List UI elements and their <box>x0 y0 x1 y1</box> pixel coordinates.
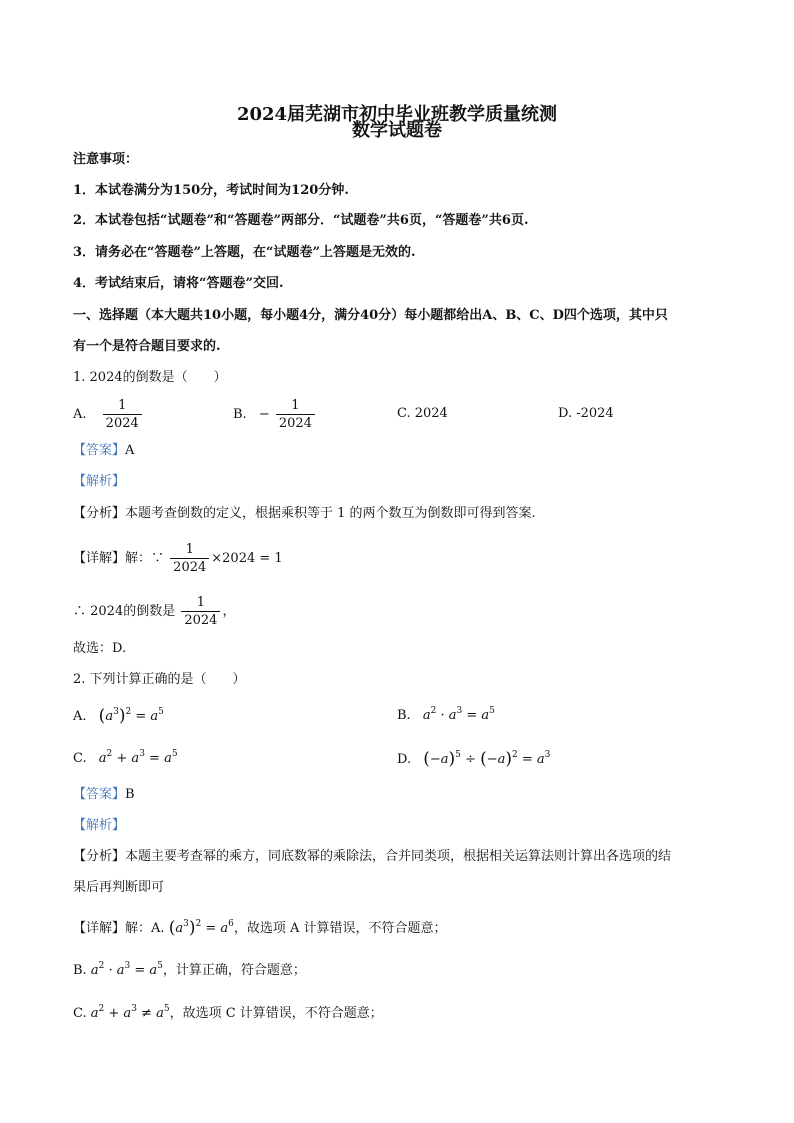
q2-stem: 2. 下列计算正确的是（ ） <box>73 672 246 687</box>
q2-option-c <box>73 749 178 766</box>
page-title: 2024届芜湖市初中毕业班教学质量统测 <box>236 104 558 125</box>
notes-heading: 注意事项： <box>73 152 139 167</box>
q1-option-b-sign: − <box>258 407 270 422</box>
q2-option-d-formula: $(-a)^5 \div (-a)^2 = a^3$ <box>423 749 551 769</box>
q2-option-d-label: D. <box>397 752 412 767</box>
q1-choose: 故选：D. <box>73 641 127 656</box>
q1-therefore-suffix: ， <box>222 604 236 619</box>
q2-detail-c-formula: $a^2 + a^3 \ne a^5$ <box>90 1004 170 1021</box>
answer-tag: 【答案】 <box>73 443 126 458</box>
q1-analysis-text: 本题考查倒数的定义，根据乘积等于 1 的两个数互为倒数即可得到答案. <box>125 506 536 521</box>
detail-tag: 【详解】 <box>73 921 126 936</box>
q1-option-b <box>233 397 317 432</box>
q2-answer <box>73 786 135 804</box>
analysis-tag: 【分析】 <box>73 506 126 521</box>
q1-option-c: C. 2024 <box>397 406 448 421</box>
q1-option-b-denominator: 2024 <box>276 414 315 432</box>
q1-option-a-numerator: 1 <box>118 398 127 413</box>
q1-therefore-fraction <box>181 594 220 629</box>
jiexi-tag: 【解析】 <box>73 474 126 489</box>
q1-detail-prefix: 解：∵ <box>125 551 165 566</box>
q1-detail-fraction <box>170 541 209 576</box>
q2-detail-c-suffix: ，故选项 C 计算错误，不符合题意； <box>169 1006 383 1021</box>
q2-detail-a <box>73 915 447 938</box>
q1-option-b-label: B. <box>233 407 247 422</box>
q1-option-b-fraction <box>276 397 315 432</box>
q1-option-a <box>73 397 144 432</box>
q2-option-c-formula: $a^2 + a^3 = a^5$ <box>98 749 178 766</box>
q2-analysis-line2: 果后再判断即可 <box>73 880 165 895</box>
q1-analysis <box>73 505 536 523</box>
q1-detail-suffix: ×2024 = 1 <box>211 551 283 566</box>
q1-detail-denominator: 2024 <box>170 558 209 576</box>
note-item-3: 3．请务必在“答题卷”上答题，在“试题卷”上答题是无效的. <box>73 245 416 260</box>
section-heading-line2: 有一个是符合题目要求的. <box>73 339 221 354</box>
note-item-4: 4．考试结束后，请将“答题卷”交回. <box>73 276 284 291</box>
q2-detail-a-formula: $(a^3)^2 = a^6$ <box>168 918 234 938</box>
q1-stem: 1. 2024的倒数是（ ） <box>73 370 227 385</box>
q2-detail-b-formula: $a^2 \cdot a^3 = a^5$ <box>90 961 163 978</box>
q2-detail-c <box>73 1000 383 1023</box>
q2-option-c-label: C. <box>73 751 87 766</box>
q2-option-d <box>397 749 550 769</box>
q1-detail-numerator: 1 <box>185 542 194 557</box>
q1-jiexi <box>73 473 125 491</box>
q1-therefore-prefix: ∴ 2024的倒数是 <box>73 604 176 619</box>
q1-therefore <box>73 594 235 629</box>
detail-tag: 【详解】 <box>73 551 126 566</box>
analysis-tag: 【分析】 <box>73 849 126 864</box>
q1-option-a-label: A. <box>73 407 87 422</box>
q2-option-b <box>397 706 495 723</box>
q2-detail-c-prefix: C. <box>73 1006 87 1021</box>
q2-detail-b-suffix: ，计算正确，符合题意； <box>162 963 306 978</box>
q2-jiexi <box>73 817 125 835</box>
q1-option-a-denominator: 2024 <box>103 414 142 432</box>
q1-therefore-denominator: 2024 <box>181 611 220 629</box>
q1-answer <box>73 442 134 460</box>
q2-answer-value: B <box>125 787 135 802</box>
q1-detail <box>73 541 283 576</box>
q2-analysis-line1 <box>73 848 671 866</box>
note-item-2: 2．本试卷包括“试题卷”和“答题卷”两部分．“试题卷”共6页，“答题卷”共6页. <box>73 213 529 228</box>
q2-detail-b-prefix: B. <box>73 963 87 978</box>
jiexi-tag: 【解析】 <box>73 818 126 833</box>
page-subtitle: 数学试题卷 <box>352 120 442 141</box>
q2-option-a-formula: $(a^3)^2 = a^5$ <box>98 706 164 726</box>
q2-detail-a-prefix: 解：A. <box>125 921 165 936</box>
section-heading-line1: 一、选择题（本大题共10小题，每小题4分，满分40分）每小题都给出A、B、C、D四个选项，其中只 <box>73 308 668 323</box>
q1-option-d: D. -2024 <box>558 406 614 421</box>
q1-option-b-numerator: 1 <box>291 398 300 413</box>
q2-option-b-label: B. <box>397 708 411 723</box>
q2-analysis-text-1: 本题主要考查幂的乘方，同底数幂的乘除法，合并同类项，根据相关运算法则计算出各选项的结 <box>125 849 672 864</box>
q2-detail-a-suffix: ，故选项 A 计算错误，不符合题意； <box>233 921 447 936</box>
q2-option-a <box>73 706 164 726</box>
answer-tag: 【答案】 <box>73 787 126 802</box>
q1-answer-value: A <box>125 443 135 458</box>
q2-option-b-formula: $a^2 \cdot a^3 = a^5$ <box>422 706 495 723</box>
q2-detail-b <box>73 957 306 980</box>
note-item-1: 1．本试卷满分为150分，考试时间为120分钟. <box>73 183 349 198</box>
q1-option-a-fraction <box>103 397 142 432</box>
q2-option-a-label: A. <box>73 709 87 724</box>
q1-therefore-numerator: 1 <box>196 595 206 610</box>
